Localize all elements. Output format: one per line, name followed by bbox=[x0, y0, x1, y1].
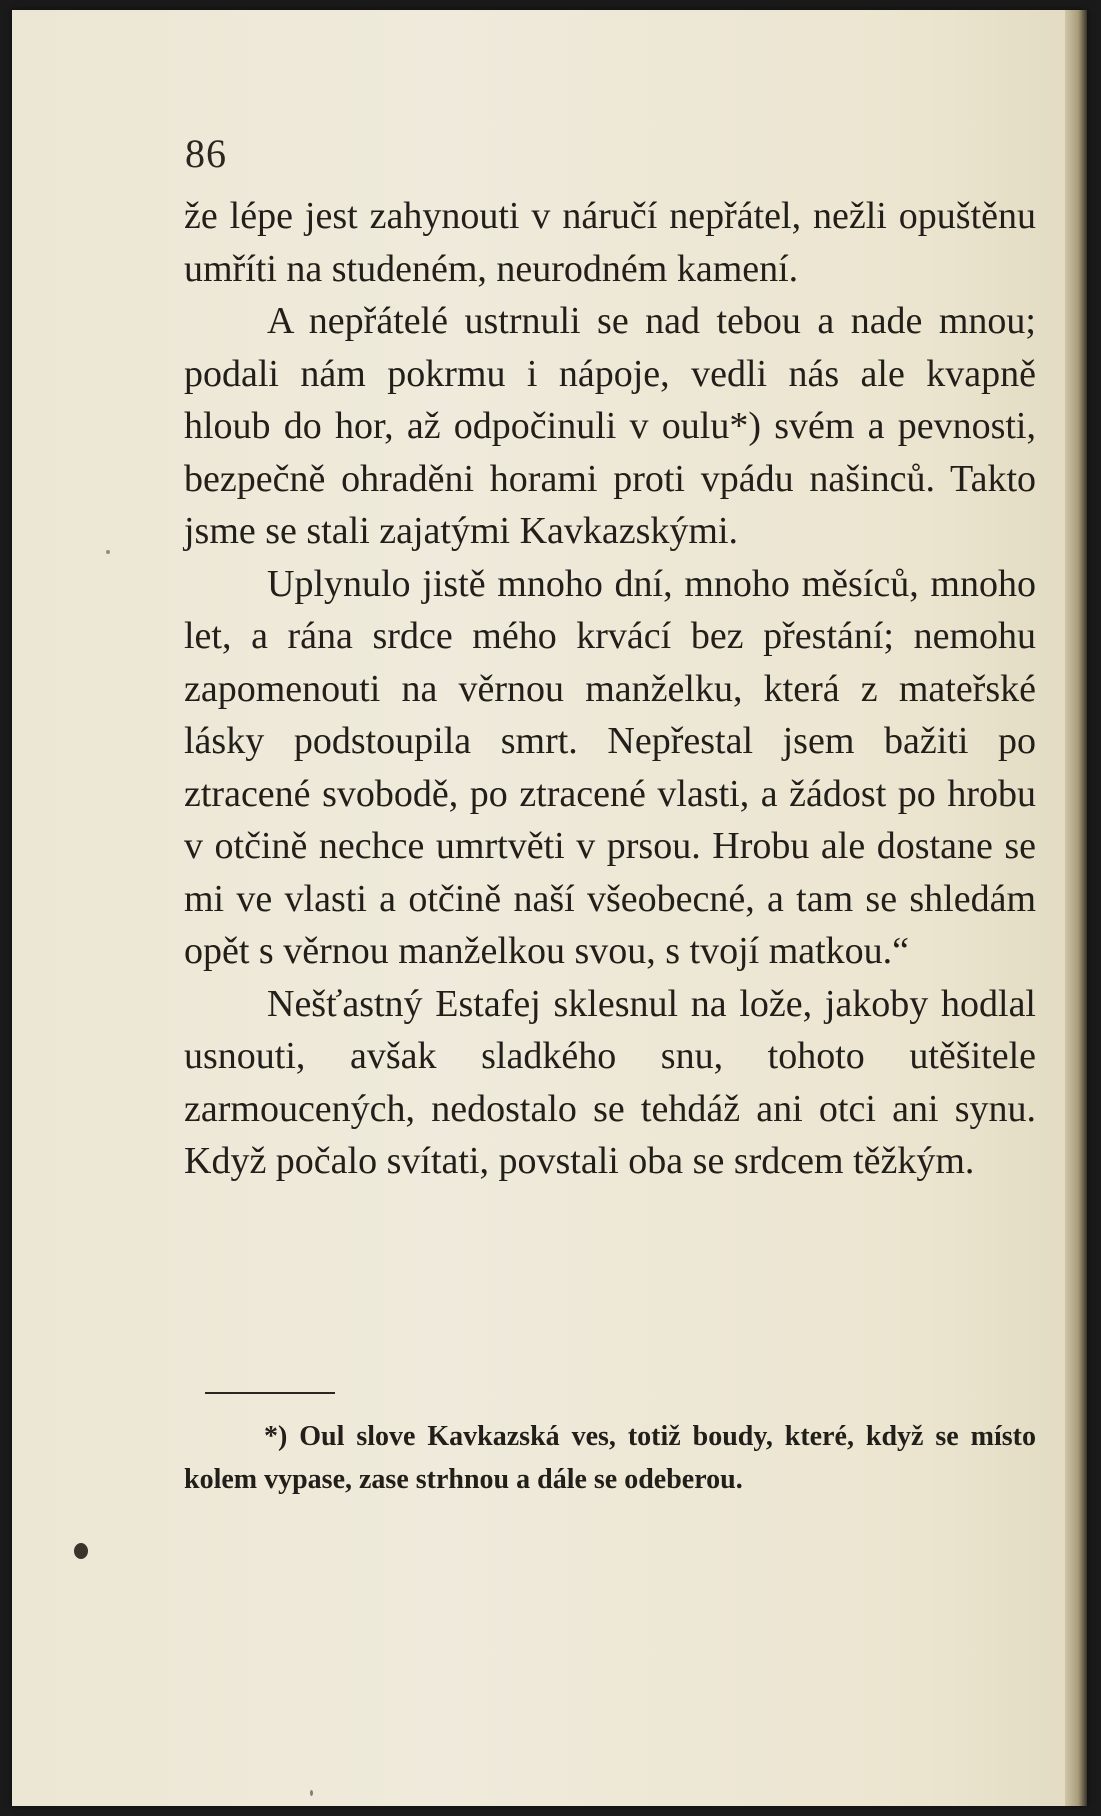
paragraph: Nešťastný Estafej sklesnul na lože, jakoby hodlal usnouti, avšak sladkého snu, tohoto utěšitele zarmoucených, nedostalo se tehdáž ani otci ani synu. Když počalo svítati, povstali oba se srdcem těžkým. bbox=[184, 982, 1036, 1182]
paragraph: A nepřátelé ustrnuli se nad tebou a nade mnou; podali nám pokrmu i nápoje, vedli nás ale kvapně hloub do hor, až odpočinuli v oulu*) svém a pevnosti, bezpečně ohraděni horami proti vpádu našinců. Takto jsme se stali zajatými Kavkazskými. bbox=[184, 300, 1036, 552]
footnote-text: *) Oul slove Kavkazská ves, totiž boudy, které, když se místo kolem vypase, zase strhnou a dále se odeberou. bbox=[184, 1421, 1036, 1495]
main-text bbox=[184, 190, 1036, 1188]
paper-speck bbox=[106, 550, 110, 554]
page-number: 86 bbox=[185, 131, 227, 176]
footnote bbox=[184, 1415, 1036, 1501]
paper-speck bbox=[74, 1543, 88, 1559]
book-spine-edge bbox=[1065, 10, 1087, 1806]
paper-speck bbox=[310, 1790, 313, 1796]
book-page bbox=[12, 10, 1087, 1806]
paragraph-continued: že lépe jest zahynouti v náručí nepřátel, nežli opuštěnu umříti na studeném, neurodném kamení. bbox=[184, 195, 1036, 290]
footnote-separator bbox=[205, 1392, 335, 1394]
paragraph: Uplynulo jistě mnoho dní, mnoho měsíců, mnoho let, a rána srdce mého krvácí bez přestání; nemohu zapomenouti na věrnou manželku, která z mateřské lásky podstoupila smrt. Nepřestal jsem bažiti po ztracené svobodě, po ztracené vlasti, a žádost po hrobu v otčině nechce umrtvěti v prsou. Hrobu ale dostane se mi ve vlasti a otčině naší všeobecné, a tam se shledám opět s věrnou manželkou svou, s tvojí matkou.“ bbox=[184, 562, 1036, 972]
